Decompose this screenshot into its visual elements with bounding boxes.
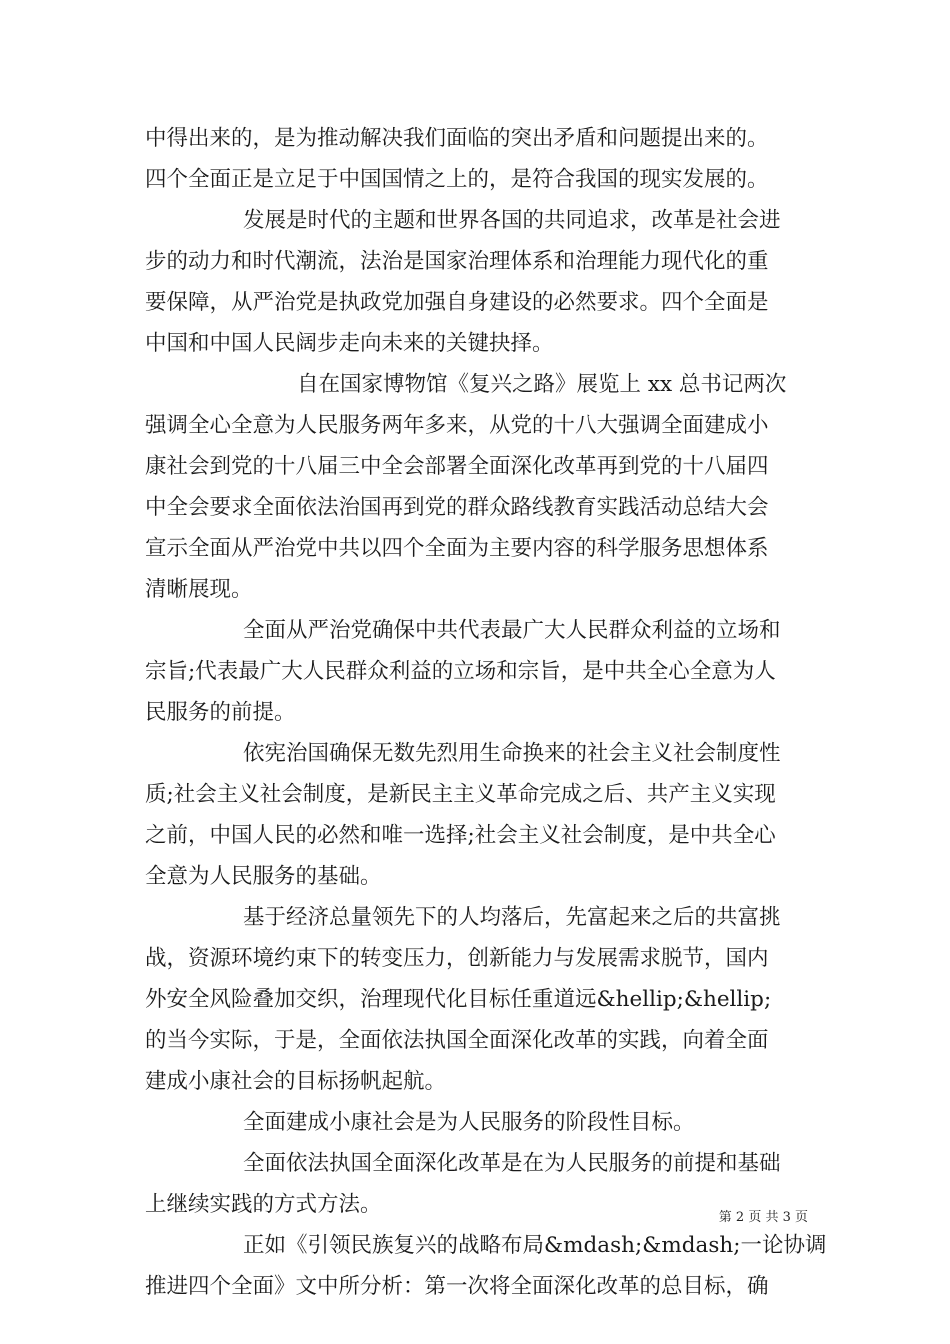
text-line: 全面建成小康社会是为人民服务的阶段性目标。 [243,1110,695,1135]
paragraph [145,897,810,1102]
text-line: 质;社会主义社会制度，是新民主主义革命完成之后、共产主义实现 [145,782,776,807]
text-line: 建成小康社会的目标扬帆起航。 [145,1069,447,1094]
text-line: 正如《引领民族复兴的战略布局&mdash;&mdash;一论协调 [243,1233,827,1258]
text-line: 全面依法执国全面深化改革是在为人民服务的前提和基础 [243,1151,781,1176]
page-number: 第 2 页 共 3 页 [718,1210,808,1225]
text-line: 康社会到党的十八届三中全会部署全面深化改革再到党的十八届四 [145,454,769,479]
text-line: 步的动力和时代潮流，法治是国家治理体系和治理能力现代化的重 [145,249,769,274]
text-line: 四个全面正是立足于中国国情之上的，是符合我国的现实发展的。 [145,167,769,192]
paragraph [145,1143,810,1225]
paragraph [145,118,810,200]
text-line: 强调全心全意为人民服务两年多来，从党的十八大强调全面建成小 [145,413,769,438]
paragraph [145,200,810,364]
paragraph [145,733,810,897]
paragraph [145,610,810,733]
text-line: 依宪治国确保无数先烈用生命换来的社会主义社会制度性 [243,741,781,766]
text-line: 清晰展现。 [145,577,253,602]
text-line: 外安全风险叠加交织，治理现代化目标任重道远&hellip;&hellip; [145,987,772,1012]
text-line: 中国和中国人民阔步走向未来的关键抉择。 [145,331,554,356]
paragraph [145,1225,827,1307]
text-line: 全意为人民服务的基础。 [145,864,382,889]
body-text [145,118,827,1307]
text-line: 中全会要求全面依法治国再到党的群众路线教育实践活动总结大会 [145,495,769,520]
text-line: 战，资源环境约束下的转变压力，创新能力与发展需求脱节，国内 [145,946,769,971]
text-line: 自在国家博物馆《复兴之路》展览上 xx 总书记两次 [297,372,787,397]
text-line: 全面从严治党确保中共代表最广大人民群众利益的立场和 [243,618,781,643]
paragraph [145,1102,810,1143]
text-line: 的当今实际，于是，全面依法执国全面深化改革的实践，向着全面 [145,1028,769,1053]
text-line: 民服务的前提。 [145,700,296,725]
text-line: 要保障，从严治党是执政党加强自身建设的必然要求。四个全面是 [145,290,769,315]
text-line: 推进四个全面》文中所分析：第一次将全面深化改革的总目标，确 [145,1274,769,1299]
text-line: 宣示全面从严治党中共以四个全面为主要内容的科学服务思想体系 [145,536,769,561]
text-line: 基于经济总量领先下的人均落后，先富起来之后的共富挑 [243,905,781,930]
text-line: 宗旨;代表最广大人民群众利益的立场和宗旨，是中共全心全意为人 [145,659,776,684]
text-line: 发展是时代的主题和世界各国的共同追求，改革是社会进 [243,208,781,233]
text-line: 之前，中国人民的必然和唯一选择;社会主义社会制度，是中共全心 [145,823,776,848]
text-line: 上继续实践的方式方法。 [145,1192,382,1217]
text-line: 中得出来的，是为推动解决我们面临的突出矛盾和问题提出来的。 [145,126,769,151]
paragraph [145,364,810,610]
